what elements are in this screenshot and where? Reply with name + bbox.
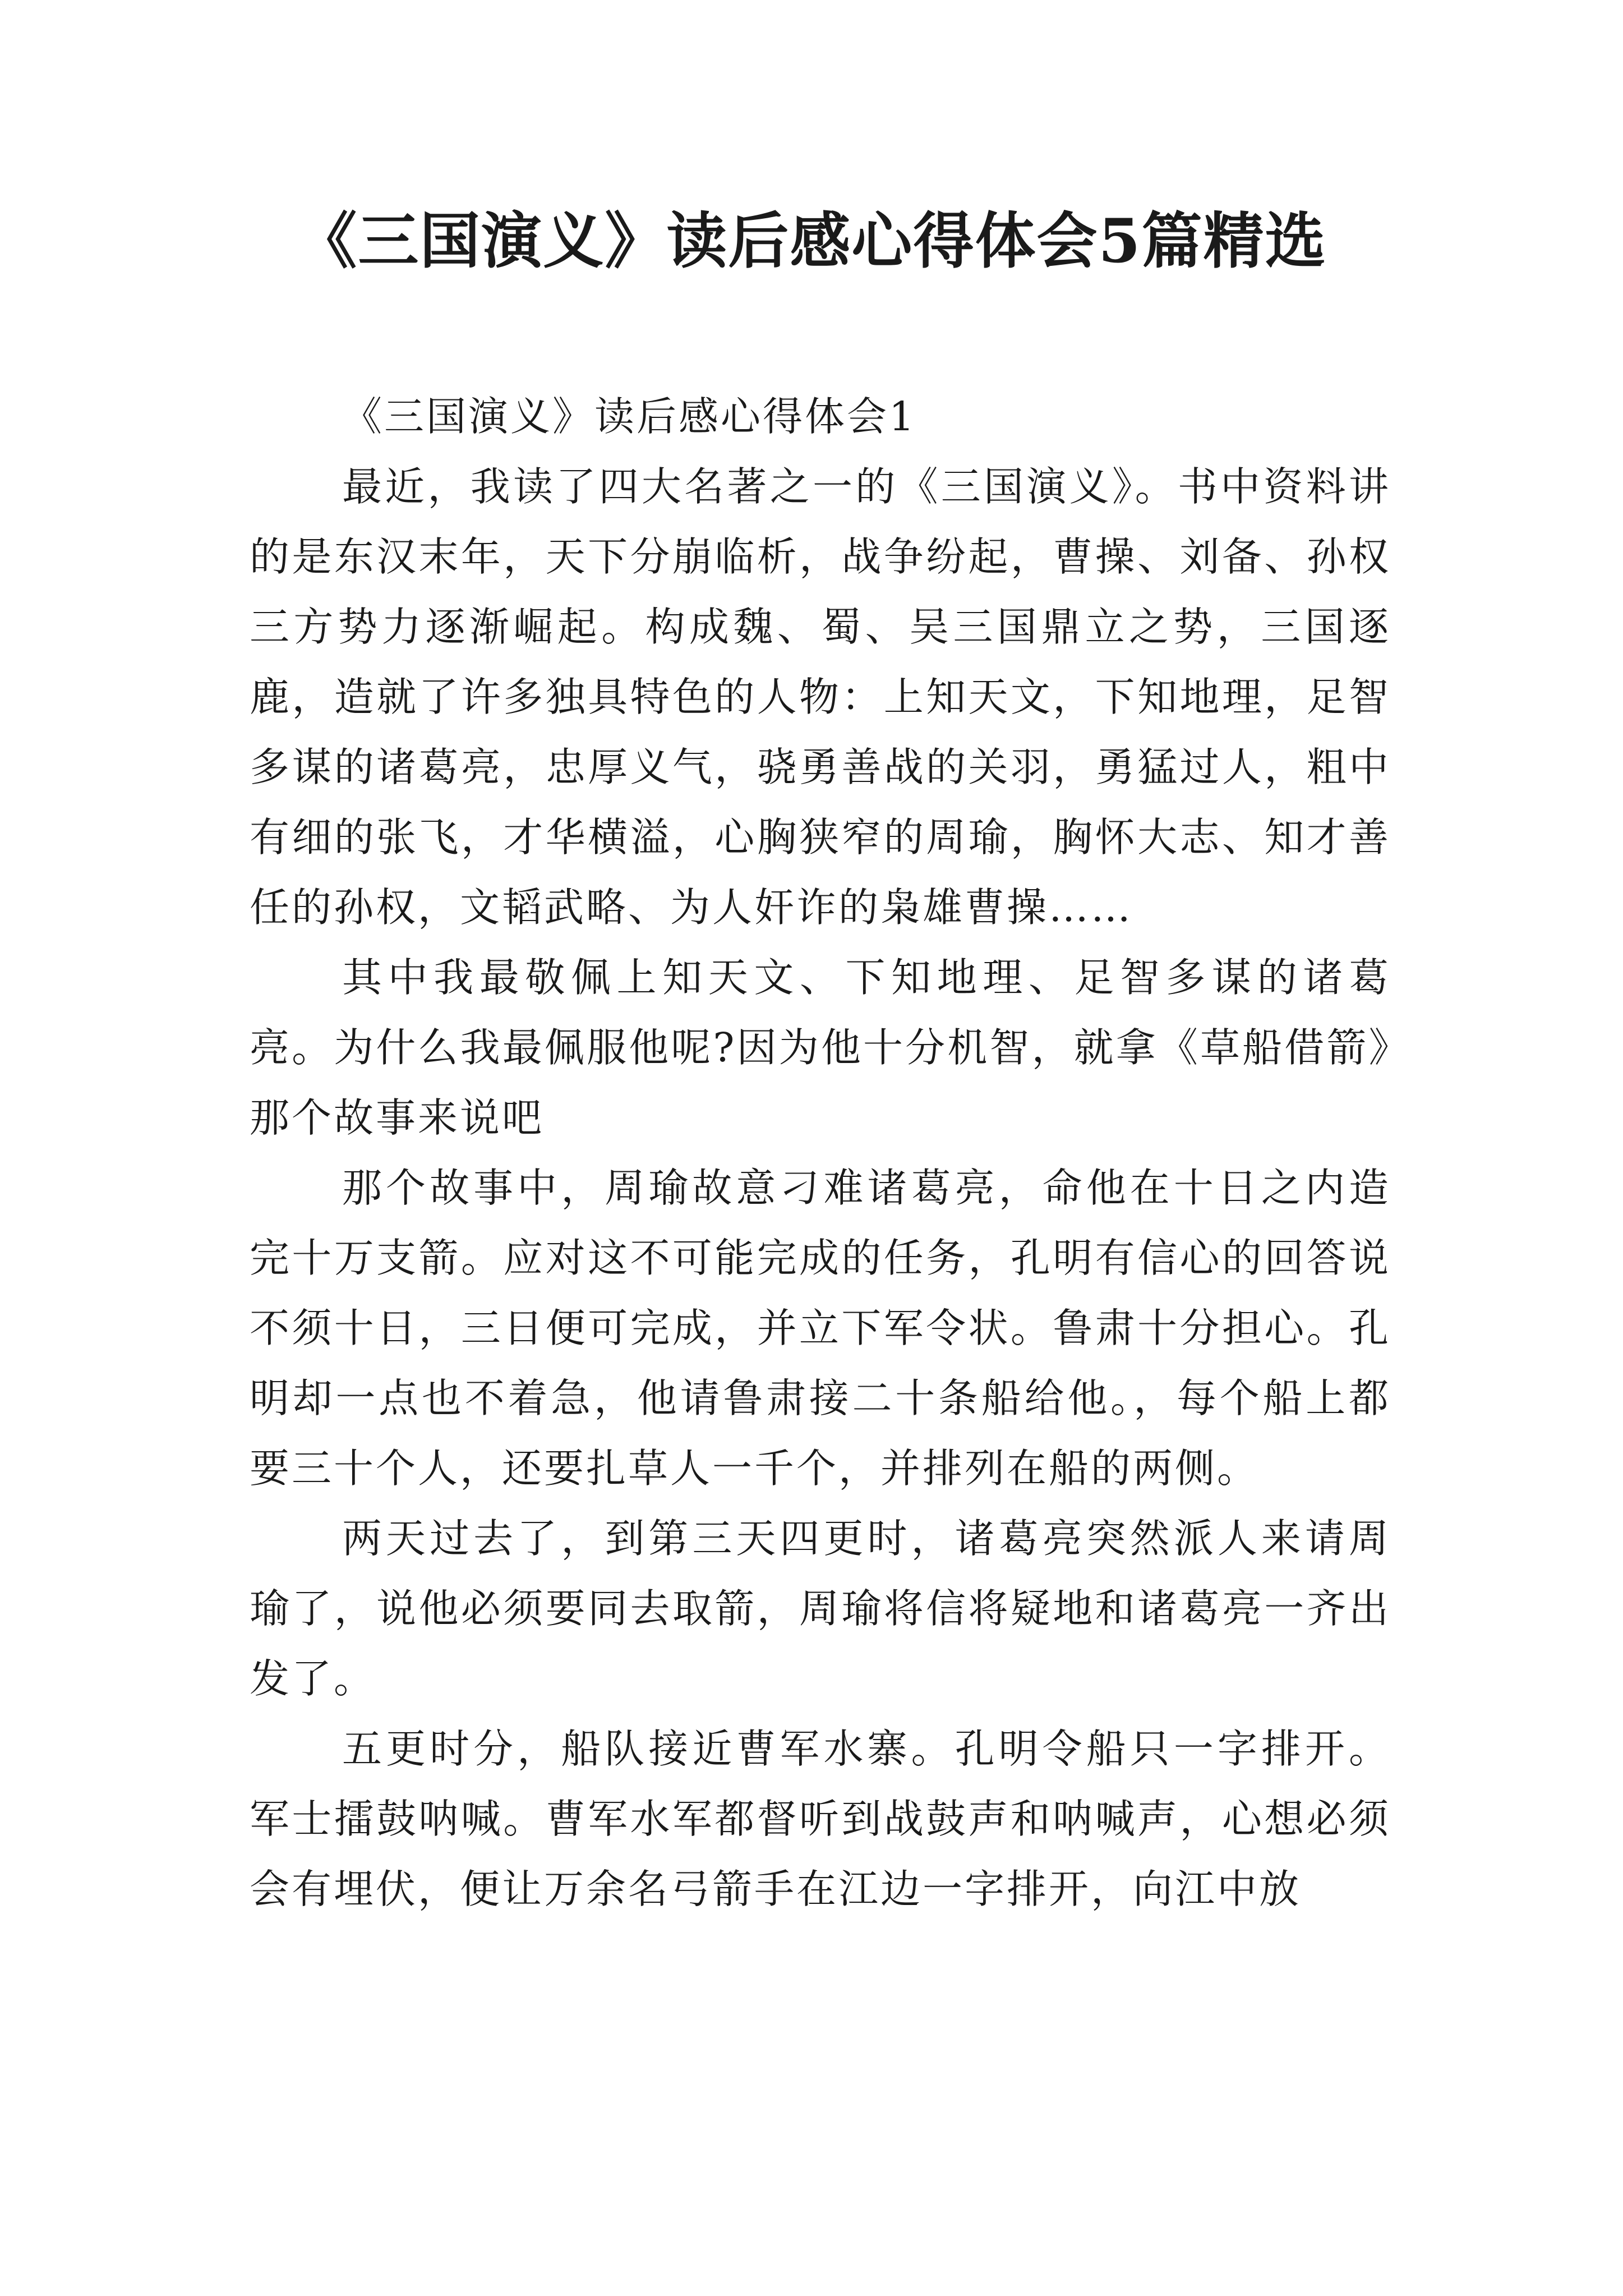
paragraph-5: 五更时分，船队接近曹军水寨。孔明令船只一字排开。军士擂鼓呐喊。曹军水军都督听到战鼓声和呐喊声，心想必须会有埋伏，便让万余名弓箭手在江边一字排开，向江中放 (250, 1726, 1391, 1912)
paragraph-1: 最近，我读了四大名著之一的《三国演义》。书中资料讲的是东汉末年，天下分崩临析，战争纷起，曹操、刘备、孙权三方势力逐渐崛起。构成魏、蜀、吴三国鼎立之势，三国逐鹿，造就了许多独具特色的人物：上知天文，下知地理，足智多谋的诸葛亮，忠厚义气，骁勇善战的关羽，勇猛过人，粗中有细的张飞，才华横溢，心胸狭窄的周瑜，胸怀大志、知才善任的孙权，文韬武略、为人奸诈的枭雄曹操…… (250, 463, 1391, 931)
document-title: 《三国演义》读后感心得体会5篇精选 (296, 206, 1327, 277)
section-heading: 《三国演义》读后感心得体会1 (342, 393, 917, 440)
paragraph-4: 两天过去了，到第三天四更时，诸葛亮突然派人来请周瑜了，说他必须要同去取箭，周瑜将信将疑地和诸葛亮一齐出发了。 (250, 1515, 1391, 1702)
paragraph-2: 其中我最敬佩上知天文、下知地理、足智多谋的诸葛亮。为什么我最佩服他呢?因为他十分机智，就拿《草船借箭》那个故事来说吧 (250, 954, 1391, 1141)
paragraph-3: 那个故事中，周瑜故意刁难诸葛亮，命他在十日之内造完十万支箭。应对这不可能完成的任务，孔明有信心的回答说不须十日，三日便可完成，并立下军令状。鲁肃十分担心。孔明却一点也不着急，他请鲁肃接二十条船给他。，每个船上都要三十个人，还要扎草人一千个，并排列在船的两侧。 (250, 1165, 1391, 1492)
document-body (250, 381, 1391, 1924)
